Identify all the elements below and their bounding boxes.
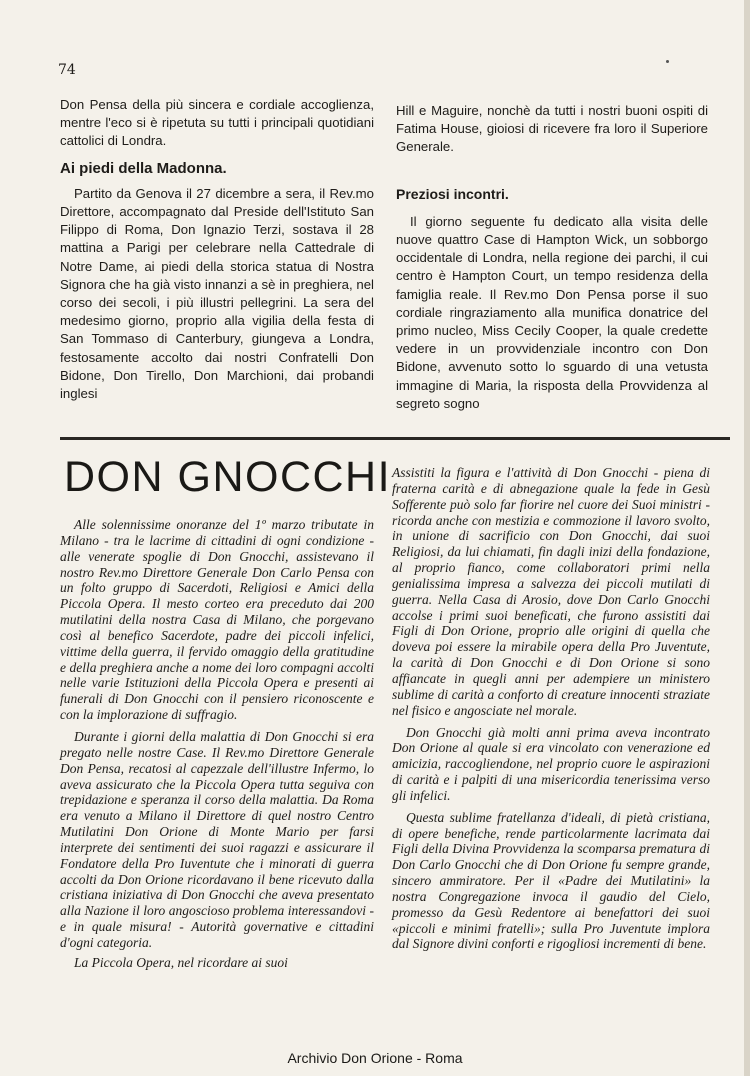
article-title: DON GNOCCHI [64, 453, 392, 501]
bottom-right-column [392, 465, 710, 952]
article-paragraph-5: Don Gnocchi già molti anni prima aveva incontrato Don Orione al quale si era vincolato con venerazione ed amicizia, raccogliendone, nel proprio cuore le aspirazioni di carità e i palpiti di una misericordia tenerissima verso gli infelici. [392, 724, 710, 803]
article-paragraph-3: La Piccola Opera, nel ricordare ai suoi [74, 954, 288, 970]
article-paragraph-1: Alle solennissime onoranze del 1º marzo tributate in Milano - tra le lacrime di cittadini di ogni condizione - alle venerate spoglie di Don Gnocchi, assistevano il nostro Rev.mo Direttore Generale Don Carlo Pensa con un folto gruppo di Sacerdoti, Religiosi e Amici della Piccola Opera. Il mesto corteo era preceduto dai 200 mutilatini della nostra Casa di Milano, che porgevano così al benefico Sacerdote, padre dei piccoli infelici, vittime della guerra, il fervido omaggio della gratitudine e della preghiera anche a nome dei loro compagni accolti nelle varie Istituzioni della Piccola Opera e presenti ai funerali di Don Gnocchi con il pensiero riconoscente e con la implorazione di suffragio. [60, 517, 374, 723]
archive-footer: Archivio Don Orione - Roma [287, 1050, 463, 1066]
article-paragraph-2: Durante i giorni della malattia di Don Gnocchi si era pregato nelle nostre Case. Il Rev.mo Direttore Generale Don Pensa, recatosi al capezzale dell'illustre Infermo, lo aveva assicurato che la Piccola Opera tutta seguiva con trepidazione e speranza il corso della malattia. Da Roma era venuto a Milano il Direttore di quel nostro Centro Mutilatini Don Orione di Monte Mario per farsi interprete dei sentimenti dei suoi ragazzi e assicurare il Fondatore della Pro Iuventute che i minorati di guerra accolti da Don Orione ricordavano il bene ricevuto dalla cristiana iniziativa di Don Gnocchi che aveva presentato alla Nazione il loro angoscioso problema interessandovi - e in quale misura! - Autorità governative e cittadini d'ogni categoria. [60, 728, 374, 950]
top-right-column [396, 102, 708, 413]
top-left-intro: Don Pensa della più sincera e cordiale accoglienza, mentre l'eco si è ripetuta su tutti i principali quotidiani cattolici di Londra. [60, 97, 374, 149]
section-divider [60, 437, 730, 440]
section-heading-madonna: Ai piedi della Madonna. [60, 159, 227, 177]
article-paragraph-4: Assistiti la figura e l'attività di Don Gnocchi - piena di fraterna carità e di abnegazione quale la fede in Gesù Sofferente può solo far fiorire nel cuore dei Suoi ministri - ricorda anche con mestizia e commozione il lavoro svolto, in unione di sacrificio con Don Gnocchi, dai suoi Religiosi, da lui chiamati, fin dagli inizi della fondazione, al proprio fianco, come collaboratori primi nella genialissima impresa a salvezza dei piccoli mutilati di guerra. Nella Casa di Arosio, dove Don Carlo Gnocchi accolse i primi suoi beneficati, che furono assistiti dai Figli di Don Orione, proprio alle origini di quella che doveva poi essere la mirabile opera della Pro Juventute, la carità di Don Gnocchi e di Don Orione si sono affiancate in quegli anni per adempiere un ministero sublime di carità a conforto di creature innocenti straziate nel fisico e angosciate nel morale. [392, 465, 710, 718]
bottom-left-column [60, 517, 374, 971]
section-heading-incontri: Preziosi incontri. [396, 185, 509, 202]
page-edge-shadow [744, 0, 750, 1076]
speck [666, 60, 669, 63]
page-number: 74 [58, 62, 76, 78]
top-right-paragraph: Il giorno seguente fu dedicato alla visita delle nuove quattro Case di Hampton Wick, un sobborgo occidentale di Londra, nella regione dei parchi, il cui centro è Hampton Court, un tempo residenza della famiglia reale. Il Rev.mo Don Pensa porse il suo cordiale ringraziamento alla munifica donatrice del primo nucleo, Miss Cecily Cooper, la quale credette vedere in un provvidenziale incontro con Don Bidone, avvenuto sotto lo sguardo di una vetusta immagine di Maria, la risposta della Provvidenza al segreto sogno [396, 213, 708, 411]
top-left-column [60, 96, 374, 403]
top-left-paragraph: Partito da Genova il 27 dicembre a sera, il Rev.mo Direttore, accompagnato dal Preside dell'Istituto San Filippo di Roma, Don Ignazio Terzi, sostava il 28 mattina a Parigi per celebrare nella Cattedrale di Notre Dame, ai piedi della storica statua di Nostra Signora che ha già visto innanzi a sè in preghiera, nel corso dei secoli, i più illustri pellegrini. La sera del medesimo giorno, proprio alla vigilia della festa di San Tommaso di Canterbury, giungeva a Londra, festosamente accolto dai nostri Confratelli Don Bidone, Don Tirello, Don Marchioni, dai probandi inglesi [60, 185, 374, 402]
top-right-intro: Hill e Maguire, nonchè da tutti i nostri buoni ospiti di Fatima House, gioiosi di ricevere fra loro il Superiore Generale. [396, 103, 708, 155]
article-paragraph-6: Questa sublime fratellanza d'ideali, di pietà cristiana, di opere benefiche, rende particolarmente lacrimata dai Figli della Divina Provvidenza la scomparsa prematura di Don Carlo Gnocchi che di Don Orione fu sempre grande, sincero ammiratore. Per il «Padre dei Mutilatini» la nostra Congregazione invoca il gaudio del Cielo, promesso da Gesù Redentore ai benefattori dei suoi «piccoli e minimi fratelli»; sulla Pro Juventute implora dal Signore divini conforti e rigogliosi incrementi di bene. [392, 809, 710, 952]
